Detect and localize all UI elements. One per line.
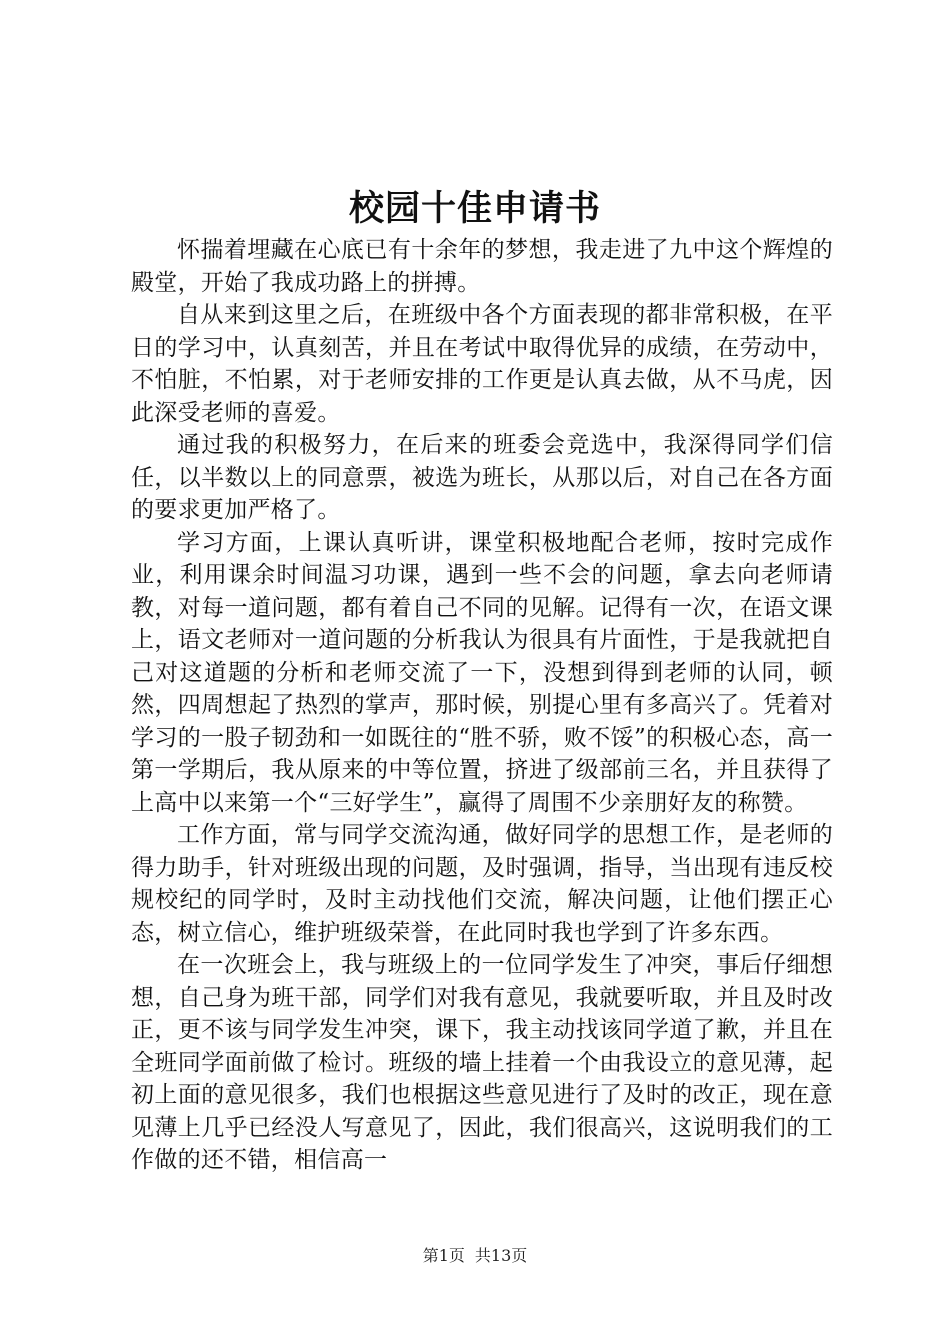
paragraph-5: 工作方面，常与同学交流沟通，做好同学的思想工作，是老师的得力助手，针对班级出现的问题，及时强调，指导，当出现有违反校规校纪的同学时，及时主动找他们交流，解决问题，让他们摆正心态，树立信心，维护班级荣誉，在此同时我也学到了许多东西。 [131, 822, 833, 946]
page-footer [0, 1245, 950, 1267]
paragraph-6: 在一次班会上，我与班级上的一位同学发生了冲突，事后仔细想想，自己身为班干部，同学们对我有意见，我就要听取，并且及时改正，更不该与同学发生冲突，课下，我主动找该同学道了歉，并且在全班同学面前做了检讨。班级的墙上挂着一个由我设立的意见薄，起初上面的意见很多，我们也根据这些意见进行了及时的改正，现在意见薄上几乎已经没人写意见了，因此，我们很高兴，这说明我们的工作做的还不错，相信高一 [131, 952, 833, 1173]
page-number: 第1页 [422, 1246, 465, 1265]
paragraph-1: 怀揣着埋藏在心底已有十余年的梦想，我走进了九中这个辉煌的殿堂，开始了我成功路上的拼搏。 [131, 237, 833, 296]
paragraph-3: 通过我的积极努力，在后来的班委会竞选中，我深得同学们信任，以半数以上的同意票，被选为班长，从那以后，对自己在各方面的要求更加严格了。 [131, 432, 833, 523]
document-title: 校园十佳申请书 [348, 188, 601, 229]
paragraph-2: 自从来到这里之后，在班级中各个方面表现的都非常积极，在平日的学习中，认真刻苦，并且在考试中取得优异的成绩，在劳动中，不怕脏，不怕累，对于老师安排的工作更是认真去做，从不马虎，因此深受老师的喜爱。 [131, 302, 833, 426]
paragraph-4: 学习方面，上课认真听讲，课堂积极地配合老师，按时完成作业，利用课余时间温习功课，遇到一些不会的问题，拿去向老师请教，对每一道问题，都有着自己不同的见解。记得有一次，在语文课上，语文老师对一道问题的分析我认为很具有片面性，于是我就把自己对这道题的分析和老师交流了一下，没想到得到老师的认同，顿然，四周想起了热烈的掌声，那时候，别提心里有多高兴了。凭着对学习的一股子韧劲和一如既往的“胜不骄，败不馁”的积极心态，高一第一学期后，我从原来的中等位置，挤进了级部前三名，并且获得了上高中以来第一个“三好学生”，赢得了周围不少亲朋好友的称赞。 [131, 529, 833, 816]
page-total: 共13页 [474, 1246, 528, 1265]
document-body [131, 234, 833, 1177]
